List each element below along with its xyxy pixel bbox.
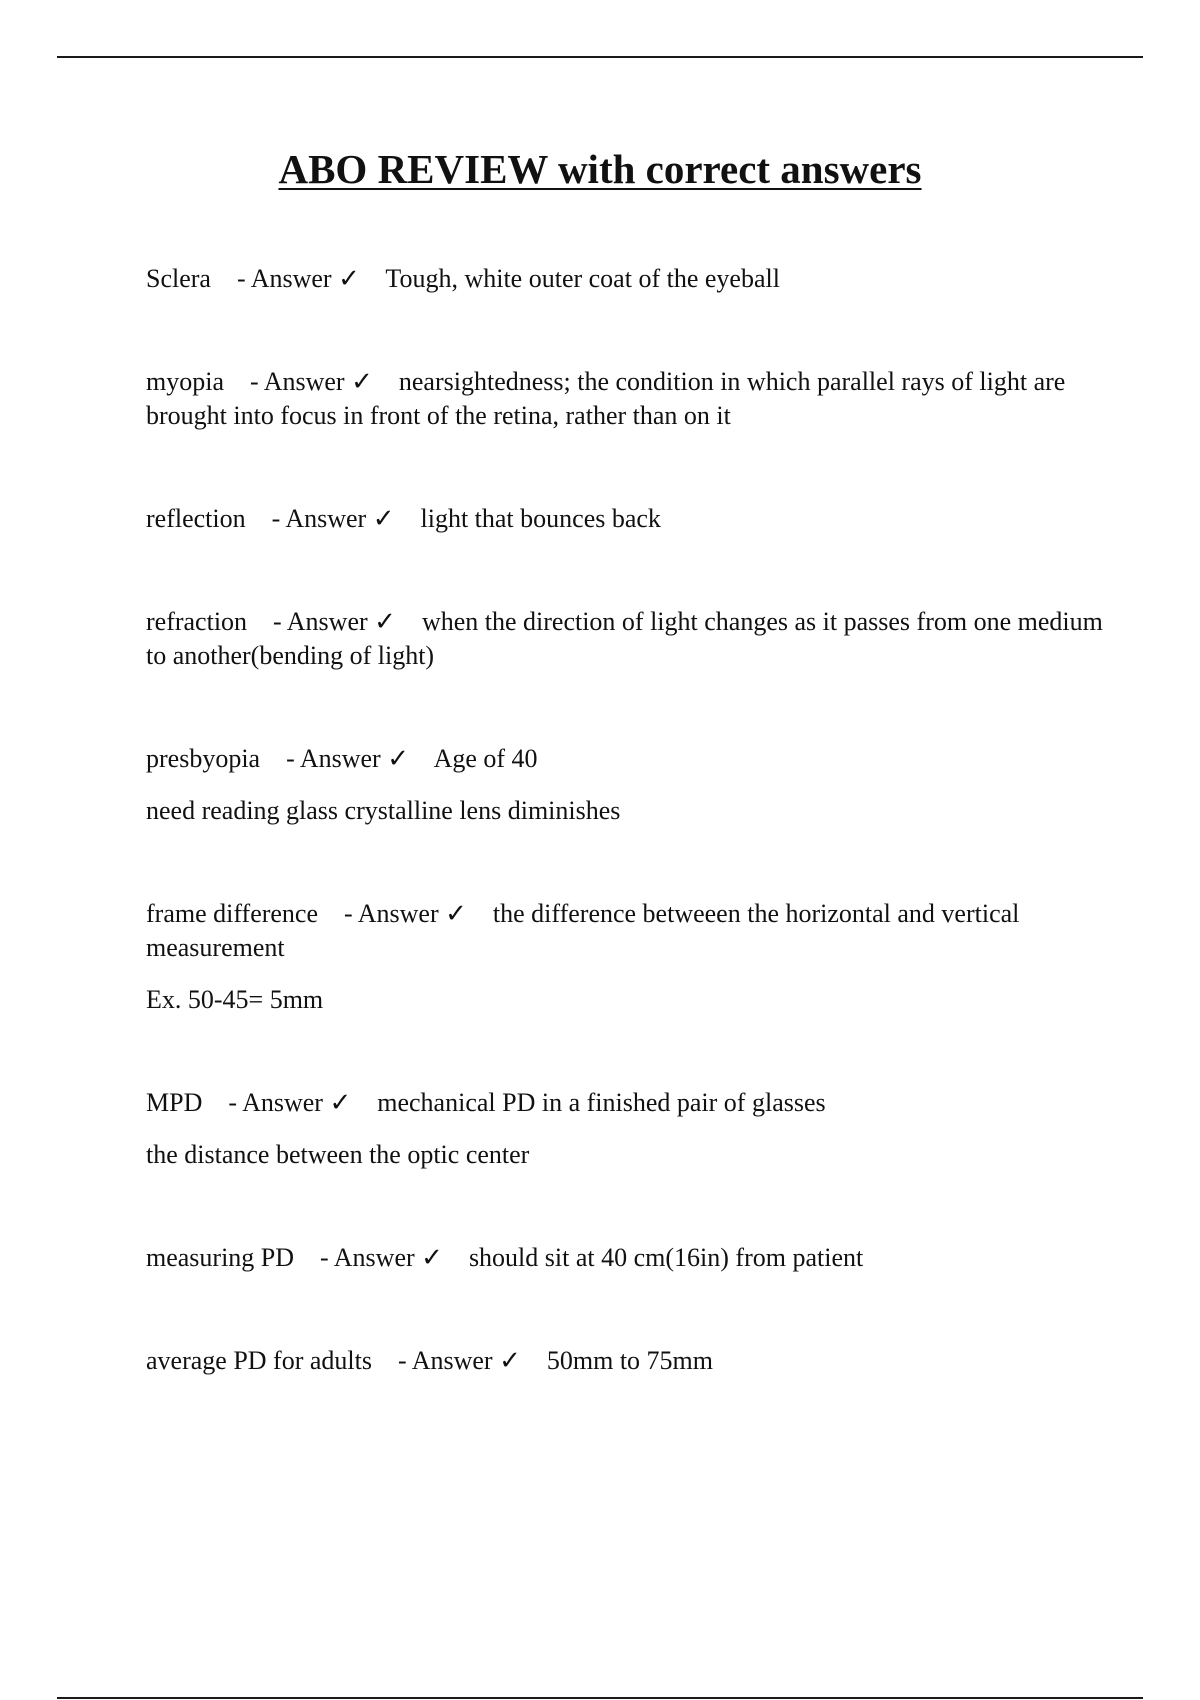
check-icon: ✓ bbox=[374, 607, 396, 636]
entry-term: refraction bbox=[146, 607, 248, 636]
flashcard-entry bbox=[146, 502, 1106, 536]
entry-answer: mechanical PD in a finished pair of glasses bbox=[377, 1088, 826, 1117]
entry-note: Ex. 50-45= 5mm bbox=[146, 985, 324, 1014]
entry-answer: Age of 40 bbox=[433, 744, 538, 773]
check-icon: ✓ bbox=[387, 744, 409, 773]
entry-answer: light that bounces back bbox=[420, 504, 661, 533]
entry-line bbox=[146, 365, 1106, 433]
entry-line bbox=[146, 897, 1106, 965]
answer-marker: - Answer bbox=[273, 607, 368, 636]
flashcard-entry bbox=[146, 742, 1106, 828]
answer-marker: - Answer bbox=[250, 367, 345, 396]
flashcard-entry bbox=[146, 262, 1106, 296]
entry-term: Sclera bbox=[146, 264, 211, 293]
entry-term: MPD bbox=[146, 1088, 203, 1117]
entry-answer: nearsightedness; the condition in which parallel rays of light are brought into focus in front of the retina, rather than on it bbox=[146, 367, 1066, 430]
entry-answer: should sit at 40 cm(16in) from patient bbox=[468, 1243, 864, 1272]
flashcard-entry bbox=[146, 1241, 1106, 1275]
entry-term: presbyopia bbox=[146, 744, 261, 773]
answer-marker: - Answer bbox=[271, 504, 367, 533]
check-icon: ✓ bbox=[351, 367, 373, 396]
answer-marker: - Answer bbox=[320, 1243, 415, 1272]
answer-marker: - Answer bbox=[344, 899, 439, 928]
entry-note: the distance between the optic center bbox=[146, 1140, 530, 1169]
entry-term: reflection bbox=[146, 504, 246, 533]
entry-line bbox=[146, 502, 1106, 536]
entry-term: average PD for adults bbox=[146, 1346, 372, 1375]
entry-line bbox=[146, 1344, 1106, 1378]
entry-line bbox=[146, 1086, 1106, 1120]
entry-line bbox=[146, 262, 1106, 296]
answer-marker: - Answer bbox=[286, 744, 381, 773]
check-icon: ✓ bbox=[329, 1088, 352, 1117]
entry-answer: 50mm to 75mm bbox=[546, 1346, 713, 1375]
flashcard-entry bbox=[146, 897, 1106, 1017]
entry-line bbox=[146, 1241, 1106, 1275]
check-icon: ✓ bbox=[445, 899, 467, 928]
entry-term: myopia bbox=[146, 367, 224, 396]
entry-term: frame difference bbox=[146, 899, 319, 928]
answer-marker: - Answer bbox=[228, 1088, 323, 1117]
flashcard-entry bbox=[146, 1344, 1106, 1378]
flashcard-entry bbox=[146, 365, 1106, 433]
check-icon: ✓ bbox=[372, 504, 395, 533]
check-icon: ✓ bbox=[421, 1243, 443, 1272]
entry-note: need reading glass crystalline lens diminishes bbox=[146, 796, 621, 825]
flashcard-list bbox=[146, 262, 1106, 1378]
answer-marker: - Answer bbox=[397, 1346, 493, 1375]
entry-line bbox=[146, 605, 1106, 673]
entry-answer: the difference betweeen the horizontal and vertical measurement bbox=[146, 899, 1020, 962]
check-icon: ✓ bbox=[338, 264, 360, 293]
bottom-rule bbox=[57, 1697, 1143, 1699]
check-icon: ✓ bbox=[499, 1346, 521, 1375]
top-rule bbox=[57, 56, 1143, 58]
entry-answer: Tough, white outer coat of the eyeball bbox=[385, 264, 780, 293]
page-title: ABO REVIEW with correct answers bbox=[278, 146, 922, 192]
entry-answer: when the direction of light changes as it passes from one medium to another(bending of light) bbox=[146, 607, 1103, 670]
entry-term: measuring PD bbox=[146, 1243, 295, 1272]
flashcard-entry bbox=[146, 1086, 1106, 1172]
flashcard-entry bbox=[146, 605, 1106, 673]
entry-line bbox=[146, 742, 1106, 776]
answer-marker: - Answer bbox=[236, 264, 332, 293]
